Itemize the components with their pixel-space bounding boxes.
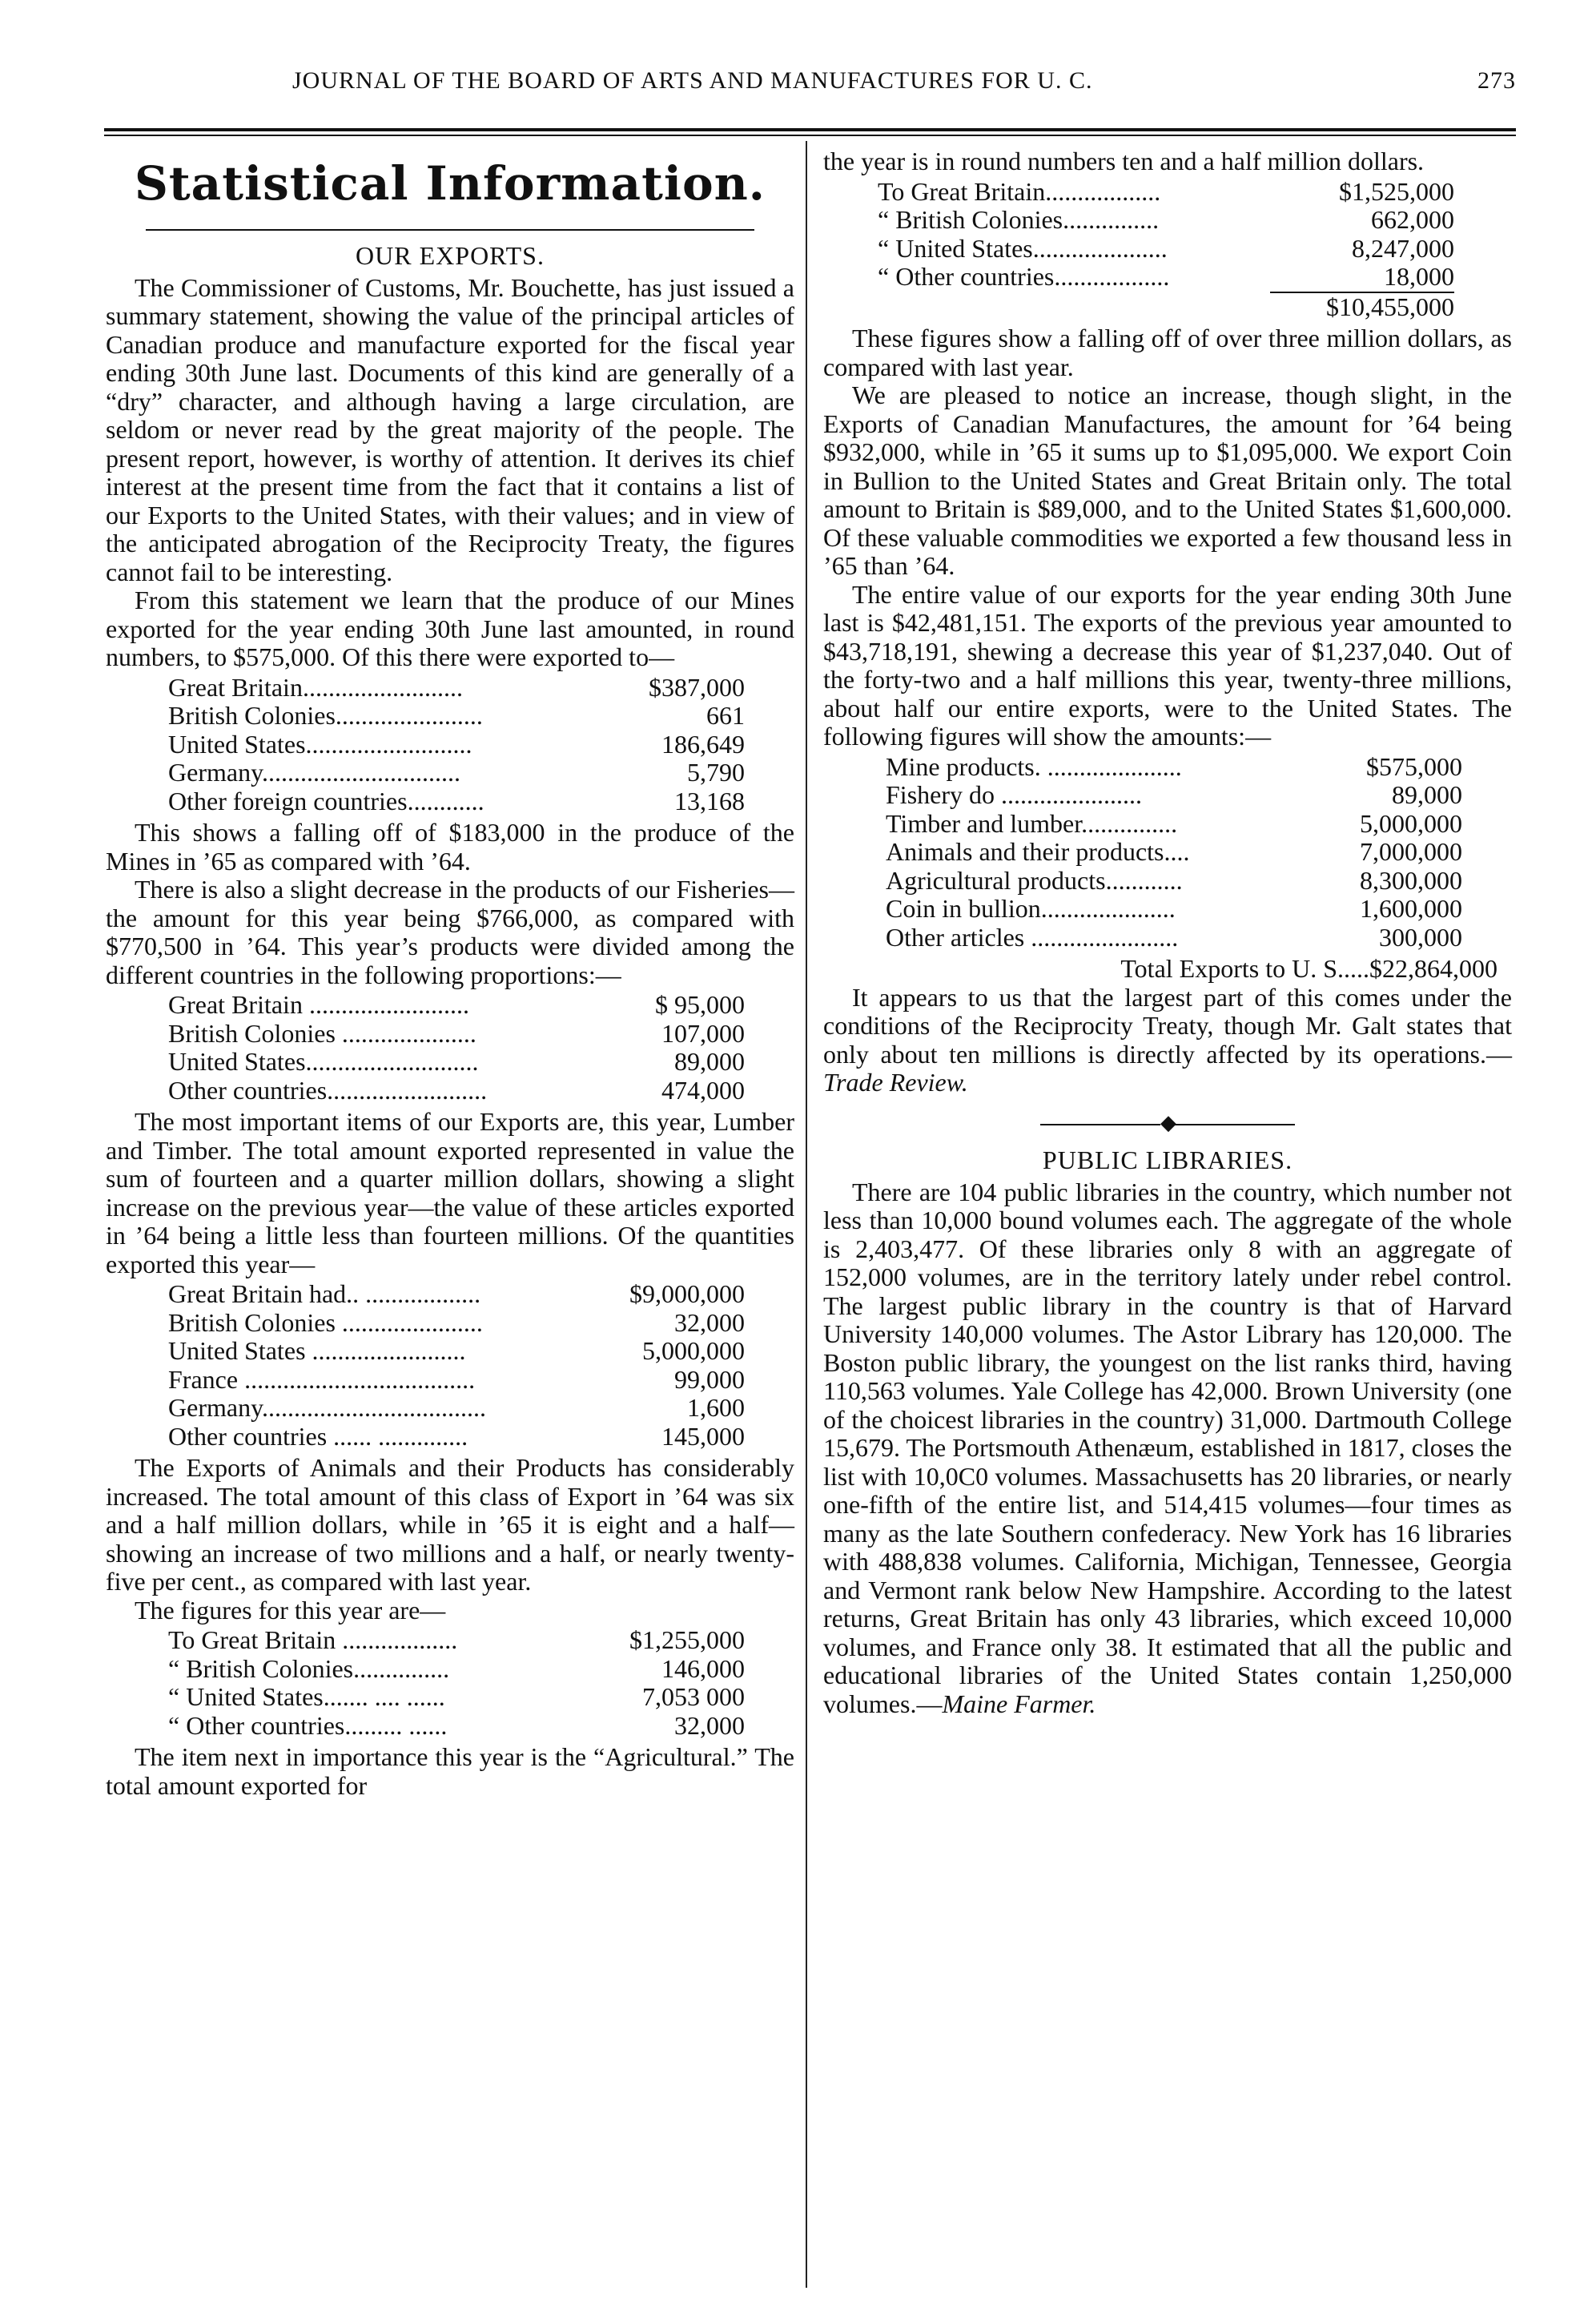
running-header	[104, 46, 1516, 95]
row-label: Fishery do ......................	[886, 780, 1142, 809]
paragraph: These figures show a falling off of over three million dollars, as compared with last year.	[823, 324, 1512, 381]
table-row	[168, 1394, 745, 1423]
row-value: 300,000	[1379, 922, 1462, 952]
row-value: 89,000	[1392, 780, 1462, 809]
table-row	[886, 867, 1462, 896]
table-row	[886, 810, 1462, 839]
table-row	[886, 753, 1462, 782]
row-value: 1,600,000	[1360, 894, 1462, 923]
table-row	[886, 781, 1462, 810]
row-value: 18,000	[1384, 262, 1454, 291]
row-value: 146,000	[661, 1653, 745, 1683]
right-column	[823, 147, 1512, 1718]
masthead-rule	[146, 229, 754, 231]
paragraph	[823, 984, 1512, 1097]
table-row	[878, 235, 1454, 264]
agricultural-exports-table	[878, 178, 1454, 322]
table-row	[168, 731, 745, 759]
row-label: To Great Britain..................	[878, 176, 1161, 206]
paragraph-text: There are 104 public libraries in the country, which number not less than 10,000 bound volumes each. The aggregate of the whole is 2,403,477. Of these libraries only 8 with an aggregate of 152,000 volumes, are in the territory lately under rebel control. The largest public library in the country is that of Harvard University 140,000 volumes. The Astor Library has 120,000. The Boston public library, the youngest on the list ranks third, having 110,563 volumes. Yale College has 42,000. Brown University (one of the choicest libraries in the country) 31,000. Dartmouth College 15,679. The Portsmouth Athenæum, established in 1817, closes the list with 10,0C0 volumes. Massachusetts has 20 libraries, or nearly one-fifth of the entire list, and 514,415 volumes—four times as many as the late Southern confederacy. New York has 16 libraries with 488,838 volumes. California, Michigan, Tennessee, Georgia and Vermont rank below New Hampshire. According to the latest returns, Great Britain has only 43 libraries, which exceed 10,000 volumes, and France only 38. It estimated that all the public and educational libraries of the United States contain 1,250,000 volumes.—	[823, 1177, 1512, 1718]
table-row	[168, 1655, 745, 1684]
article-heading-libraries: PUBLIC LIBRARIES.	[1042, 1145, 1293, 1174]
us-exports-table	[886, 753, 1462, 952]
row-value: $575,000	[1366, 751, 1462, 781]
table-row	[168, 1077, 745, 1105]
paragraph: From this statement we learn that the produce of our Mines exported for the year ending 30th June last amounted, in round numbers, to $575,000. Of this there were exported to—	[106, 586, 794, 671]
source-attribution: Trade Review.	[823, 1068, 968, 1097]
table-row	[168, 991, 745, 1020]
paragraph: the year is in round numbers ten and a half million dollars.	[823, 147, 1425, 175]
row-value: 474,000	[661, 1075, 745, 1105]
section-masthead: Statistical Information.	[135, 156, 766, 211]
row-value: 89,000	[674, 1047, 745, 1076]
table-row	[168, 759, 745, 787]
row-label: Other countries.........................	[168, 1075, 488, 1105]
row-label: Great Britain.........................	[168, 672, 463, 702]
row-value: 8,300,000	[1360, 865, 1462, 895]
us-exports-total: Total Exports to U. S.....$22,864,000	[1120, 954, 1498, 983]
table-row	[168, 1683, 745, 1712]
header-rule	[104, 128, 1516, 131]
row-label: United States...........................	[168, 1047, 479, 1076]
paragraph: This shows a falling off of $183,000 in the produce of the Mines in ’65 as compared with ’64.	[106, 818, 794, 876]
row-label: United States ........................	[168, 1336, 466, 1365]
table-row	[878, 206, 1454, 235]
paragraph: There is also a slight decrease in the products of our Fisheries—the amount for this year being $766,000, as compared with $770,500 in ’64. This year’s products were divided among the different countries in the following proportions:—	[106, 875, 794, 989]
row-label: Other foreign countries............	[168, 786, 484, 815]
paragraph: We are pleased to notice an increase, though slight, in the Exports of Canadian Manufactures, the amount for ’64 being $932,000, while in ’65 it sums up to $1,095,000. We export Coin in Bullion to the United States and Great Britain only. The total amount to Britain is $89,000, and to the United States $1,600,000. Of these valuable commodities we exported a few thousand less in ’65 than ’64.	[823, 380, 1512, 580]
table-row	[168, 1337, 745, 1366]
row-value: 32,000	[674, 1710, 745, 1740]
page-number: 273	[1477, 67, 1516, 94]
table-row	[168, 1423, 745, 1451]
row-value: 32,000	[674, 1307, 745, 1337]
paragraph: The Commissioner of Customs, Mr. Bouchette, has just issued a summary statement, showing the value of the principal articles of Canadian produce and manufacture exported for the fiscal year ending 30th June last. Documents of this kind are generally of a “dry” character, and although having a large circulation, are seldom or never read by the great majority of the people. The present report, however, is worthy of attention. It derives its chief interest at the present time from the fact that it contains a list of our Exports to the United States, with their values; and in view of the anticipated abrogation of the Reciprocity Treaty, the figures cannot fail to be interesting.	[106, 272, 794, 586]
table-row-total	[878, 293, 1454, 322]
column-separator	[806, 141, 807, 2288]
source-attribution: Maine Farmer.	[942, 1689, 1096, 1718]
mines-exports-table	[168, 674, 745, 816]
header-rule-thin	[104, 135, 1516, 136]
left-column	[106, 147, 794, 1800]
table-row	[168, 1048, 745, 1077]
journal-title: JOURNAL OF THE BOARD OF ARTS AND MANUFACTURES FOR U. C.	[292, 67, 1093, 94]
table-row	[168, 1712, 745, 1741]
row-label: British Colonies ......................	[168, 1307, 483, 1337]
row-value: 186,649	[661, 729, 745, 759]
lumber-exports-table	[168, 1280, 745, 1451]
table-row	[886, 895, 1462, 924]
paragraph-text: It appears to us that the largest part of this comes under the conditions of the Reciprocity Treaty, though Mr. Galt states that only about ten millions is directly affected by its operations.—	[823, 982, 1512, 1069]
fisheries-exports-table	[168, 991, 745, 1105]
row-total: $10,455,000	[1326, 292, 1454, 321]
row-label: “ United States.....................	[878, 233, 1168, 263]
row-value: 99,000	[674, 1364, 745, 1394]
row-value: $ 95,000	[655, 990, 745, 1019]
table-row	[168, 1280, 745, 1309]
animals-exports-table	[168, 1626, 745, 1740]
row-label: France ....................................	[168, 1364, 476, 1394]
row-label: Great Britain .........................	[168, 990, 469, 1019]
article-heading-exports: OUR EXPORTS.	[356, 241, 545, 270]
row-label: Timber and lumber...............	[886, 808, 1178, 838]
row-label: Other articles .......................	[886, 922, 1179, 952]
row-value: 145,000	[661, 1421, 745, 1451]
table-row	[168, 1366, 745, 1395]
row-label: Mine products. .....................	[886, 751, 1182, 781]
row-value: $9,000,000	[629, 1279, 745, 1308]
paragraph: The most important items of our Exports are, this year, Lumber and Timber. The total amount exported represented in value the sum of fourteen and a quarter million dollars, showing a slight increase on the previous year—the value of these articles exported in ’64 being a little less than fourteen millions. Of the quantities exported this year—	[106, 1107, 794, 1278]
row-label: Other countries ...... ..............	[168, 1421, 468, 1451]
table-row	[878, 263, 1454, 292]
row-value: 107,000	[661, 1018, 745, 1048]
table-row	[886, 924, 1462, 952]
row-label: Coin in bullion.....................	[886, 894, 1176, 923]
row-value: 661	[706, 701, 745, 730]
table-row	[168, 1309, 745, 1338]
table-row	[886, 838, 1462, 867]
row-label: United States..........................	[168, 729, 472, 759]
table-row	[168, 674, 745, 703]
row-value: 5,000,000	[642, 1336, 745, 1365]
paragraph: The figures for this year are—	[135, 1595, 446, 1624]
row-label: “ United States....... .... ......	[168, 1682, 445, 1711]
row-label: Great Britain had.. ..................	[168, 1279, 481, 1308]
row-value: 7,000,000	[1360, 837, 1462, 866]
row-label: British Colonies .....................	[168, 1018, 476, 1048]
row-label: Germany...................................	[168, 1393, 486, 1422]
row-value: 8,247,000	[1352, 233, 1454, 263]
row-value: $1,255,000	[629, 1625, 745, 1654]
row-value: 7,053 000	[642, 1682, 745, 1711]
table-row	[878, 178, 1454, 207]
row-value: 5,000,000	[1360, 808, 1462, 838]
row-label: British Colonies.......................	[168, 701, 483, 730]
table-row	[168, 1626, 745, 1655]
row-label: “ Other countries..................	[878, 262, 1170, 291]
section-divider-ornament: ◆	[823, 1109, 1512, 1137]
table-row	[168, 787, 745, 816]
row-label: To Great Britain ..................	[168, 1625, 458, 1654]
row-value: 5,790	[687, 758, 745, 787]
paragraph	[823, 1178, 1512, 1719]
row-label: “ Other countries......... ......	[168, 1710, 448, 1740]
row-value: $387,000	[649, 672, 745, 702]
paragraph: The Exports of Animals and their Products has considerably increased. The total amount of this class of Export in ’64 was six and a half million dollars, while in ’65 it is eight and a half—showing an increase of two millions and a half, or nearly twenty-five per cent., as compared with last year.	[106, 1453, 794, 1596]
row-value: 662,000	[1371, 205, 1454, 234]
row-value: $1,525,000	[1339, 176, 1454, 206]
row-label: Germany...............................	[168, 758, 460, 787]
table-row	[168, 702, 745, 731]
paragraph: The item next in importance this year is the “Agricultural.” The total amount exported for	[106, 1742, 794, 1800]
row-label: Agricultural products............	[886, 865, 1183, 895]
row-label: “ British Colonies...............	[878, 205, 1160, 234]
row-label: Animals and their products....	[886, 837, 1190, 866]
paragraph: The entire value of our exports for the year ending 30th June last is $42,481,151. The exports of the previous year amounted to $43,718,191, shewing a decrease this year of $1,237,040. Out of the forty-two and a half millions this year, twenty-three millions, about half our entire exports, were to the United States. The following figures will show the amounts:—	[823, 579, 1512, 751]
row-label: “ British Colonies...............	[168, 1653, 450, 1683]
row-value: 13,168	[674, 786, 745, 815]
table-row	[168, 1020, 745, 1049]
row-value: 1,600	[687, 1393, 745, 1422]
